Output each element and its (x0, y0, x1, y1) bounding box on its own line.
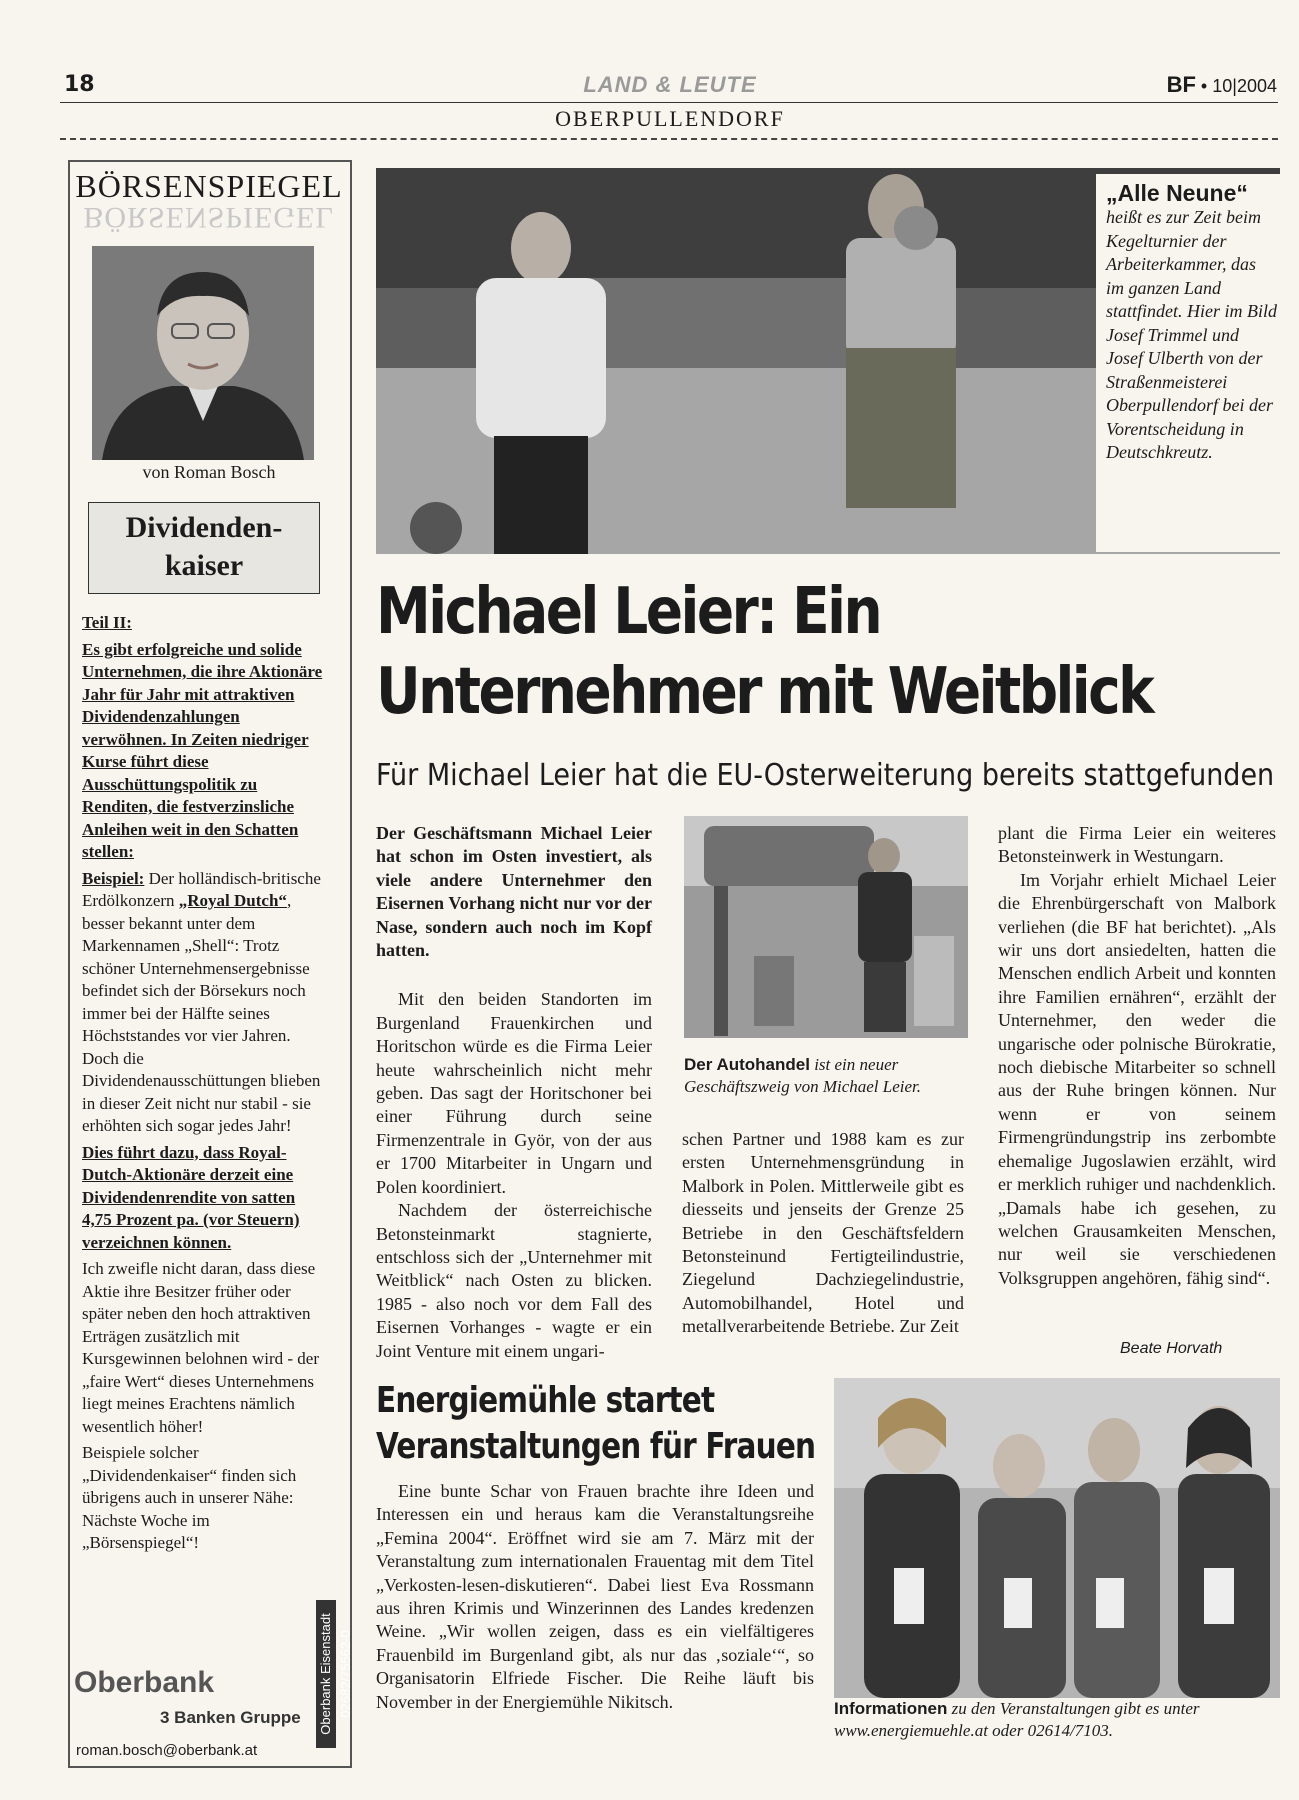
article-paragraph: schen Partner und 1988 kam es zur ersten Unternehmensgründung in Malbork in Polen. Mittlerweile gibt es diesseits und jenseits der Grenze 25 Betriebe in den Geschäftsfeldern Betonsteinund Fertigteilindustrie, Ziegelund Dachziegelindustrie, Automobilhandel, Hotel und metallverarbeitende Betriebe. Zur Zeit (682, 1129, 964, 1337)
dashed-divider (60, 138, 1278, 140)
page-number: 18 (64, 72, 95, 97)
article-column-3 (998, 822, 1276, 1290)
header-rule (60, 102, 1278, 103)
women-photo-caption (834, 1698, 1284, 1742)
issue-brand: BF (1166, 72, 1196, 97)
column-title-line1: Dividenden- (125, 511, 283, 544)
car-photo-caption (684, 1054, 968, 1098)
example-paragraph (82, 868, 326, 1138)
sidebar-paragraph-4: Beispiele solcher „Dividendenkaiser“ finden sich übrigens auch in unserer Nähe: Nächste Woche im „Börsenspiegel“! (82, 1443, 297, 1552)
bank-logo: Oberbank (74, 1666, 215, 1699)
article-column-2 (682, 1128, 964, 1339)
article2-headline (376, 1378, 816, 1470)
article-lead: Der Geschäftsmann Michael Leier hat schon im Osten investiert, als viele andere Unternehmer den Eisernen Vorhang nicht nur vor der Nase, sondern auch noch im Kopf hatten. (376, 823, 652, 961)
article2-headline-line2: Veranstaltungen für Frauen (376, 1426, 816, 1467)
photo-caption-text: heißt es zur Zeit beim Kegelturnier der Arbeiterkammer, das im ganzen Land stattfindet. Hier im Bild Josef Trimmel und Josef Ulberth von der Straßenmeisterei Oberpullendorf bei der Vorentscheidung in Deutschkreutz. (1106, 207, 1277, 462)
author-email[interactable]: roman.bosch@oberbank.at (76, 1742, 258, 1759)
photo-caption-title: „Alle Neune“ (1106, 180, 1248, 206)
article-paragraph: Mit den beiden Standorten im Burgenland Frauenkirchen und Horitschon würde es die Firma Leier heute wahrscheinlich nicht mehr geben. Das sagt der Horitschoner bei einer Führung durch seine Firmenzentrale in Györ, von der aus er 1700 Mitarbeiter in Ungarn und Polen koordiniert. (376, 989, 652, 1197)
sidebar-highlight: Dies führt dazu, dass Royal-Dutch-Aktionäre derzeit eine Dividendenrendite von satten 4,75 Prozent pa. (vor Steuern) verzeichnen können. (82, 1142, 300, 1252)
sidebar-title-reflection: BÖRSENSPIEGEL (83, 201, 335, 234)
example-company: „Royal Dutch“ (178, 891, 287, 910)
article-author: Beate Horvath (1120, 1340, 1223, 1357)
women-caption-text: zu den Veranstaltungen gibt es unter www.energiemuehle.at oder 02614/7103. (834, 1699, 1200, 1740)
women-group-photo (834, 1378, 1280, 1698)
article-headline (376, 572, 1153, 732)
article-column-1 (376, 822, 652, 1363)
sidebar-paragraph-3: Ich zweifle nicht daran, dass diese Aktie ihre Besitzer früher oder später neben den hoch attraktiven Erträgen zusätzlich mit Kursgewinnen belohnen wird - der „faire Wert“ dieses Unternehmens liegt meines Erachtens nämlich wesentlich höher! (82, 1259, 319, 1436)
article-subheadline: Für Michael Leier hat die EU-Osterweiterung bereits stattgefunden (376, 758, 1275, 793)
car-caption-text: ist ein neuer Geschäftszweig von Michael Leier. (684, 1055, 922, 1096)
car-caption-bold: Der Autohandel (684, 1055, 810, 1074)
author-portrait (92, 246, 314, 460)
part-label: Teil II: (82, 613, 132, 632)
bank-contact-vertical: Oberbank Eisenstadt 02682/75562-0 (316, 1600, 336, 1748)
example-text-b: , besser bekannt unter dem Markennamen „Shell“: Trotz schöner Unternehmensergebnisse befindet sich der Börsekurs noch immer bei der Hälfte seines Höchststandes vor vier Jahren. Doch die Dividendenausschüttungen blieben in dieser Zeit nicht nur stabil - sie erhöhten sich sogar jedes Jahr! (82, 891, 321, 1135)
sidebar-intro: Es gibt erfolgreiche und solide Unternehmen, die ihre Aktionäre Jahr für Jahr mit attraktiven Dividendenzahlungen verwöhnen. In Zeiten niedriger Kurse führt diese Ausschüttungspolitik zu Renditen, die festverzinsliche Anleihen weit in den Schatten stellen: (82, 639, 323, 861)
women-caption-bold: Informationen (834, 1699, 948, 1718)
article-paragraph: plant die Firma Leier ein weiteres Betonsteinwerk in Westungarn. (998, 823, 1276, 867)
region-title: OBERPULLENDORF (555, 106, 785, 131)
column-title-box (88, 502, 320, 594)
article-paragraph: Im Vorjahr erhielt Michael Leier die Ehrenbürgerschaft von Malbork verliehen (die BF hat berichtet). „Als wir uns dort ansiedelten, hatten die Menschen endlich Arbeit und konnten ihre Familien ernähren“, erzählt der Unternehmer, den weder die ungarische oder polnische Bürokratie, noch diebische Mitarbeiter so schnell aus der Ruhe bringen können. Nur wenn er von seinem Firmengründungstrip ins zerbombte ehemalige Jugoslawien erzählt, wird er merklich ruhiger und nachdenklich. „Damals habe ich gesehen, zu welchen Grausamkeiten Menschen, nur weil sie verschiedenen Volksgruppen angehören, fähig sind“. (998, 869, 1276, 1288)
headline-line1: Michael Leier: Ein (376, 575, 881, 649)
example-label: Beispiel: (82, 868, 145, 888)
article2-headline-line1: Energiemühle startet (376, 1380, 715, 1421)
issue-info (1167, 72, 1277, 98)
column-title-line2: kaiser (164, 549, 244, 582)
sidebar-title: BÖRSENSPIEGEL (75, 168, 343, 204)
byline: von Roman Bosch (142, 462, 276, 482)
car-workshop-photo (684, 816, 968, 1038)
sidebar-text (82, 612, 326, 1559)
bank-group: 3 Banken Gruppe (160, 1708, 301, 1727)
issue-date: 10|2004 (1212, 76, 1277, 96)
section-title: LAND & LEUTE (583, 72, 757, 97)
article2-paragraph: Eine bunte Schar von Frauen brachte ihre Ideen und Interessen ein und heraus kam die Veranstaltungsreihe „Femina 2004“. Eröffnet wird sie am 7. März mit der Veranstaltung zum internationalen Frauentag mit dem Titel „Verkosten-lesen-diskutieren“. Dabei liest Eva Rossmann aus ihren Krimis und Winzerinnen des Landes kredenzen Weine. „Wir wollen zeigen, dass es ein vielfältigeres Frauenbild im Burgenland gibt, als nur das ‚soziale‘“, so Organisatorin Elfriede Fischer. Die Reihe läuft bis November in der Energiemühle Nikitsch. (376, 1481, 814, 1712)
example-text-a: Der holländisch-britische Erdölkonzern (82, 868, 321, 910)
article-paragraph: Nachdem der österreichische Betonsteinmarkt stagnierte, entschloss sich der „Unternehmer mit Weitblick“ nach Osten zu blicken. 1985 - also noch vor dem Fall des Eisernen Vorhanges - wagte er ein Joint Venture mit einem ungari- (376, 1200, 652, 1361)
article2-body (376, 1480, 814, 1714)
issue-separator: • (1200, 76, 1208, 96)
headline-line2: Unternehmer mit Weitblick (376, 655, 1153, 729)
